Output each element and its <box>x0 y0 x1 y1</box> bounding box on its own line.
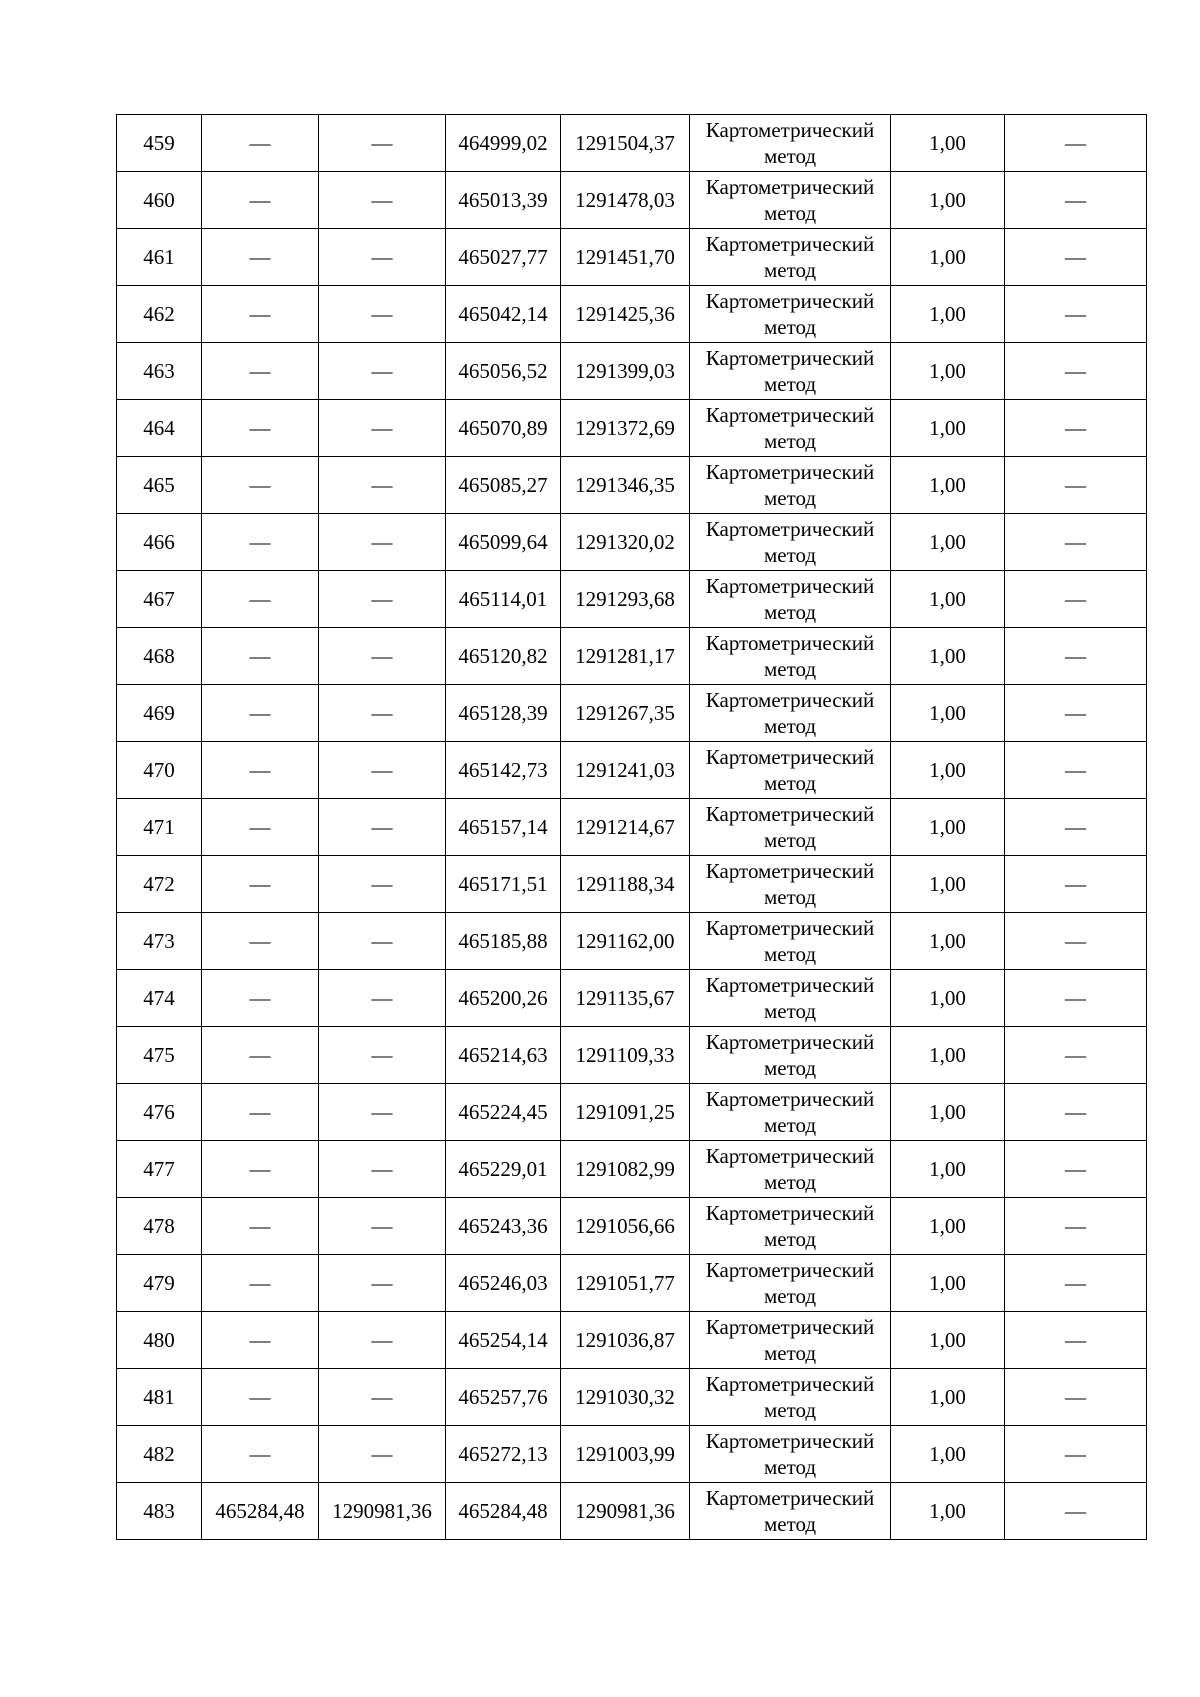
method-line-2: метод <box>763 1512 817 1536</box>
x-old-cell: — <box>202 799 319 856</box>
note-cell: — <box>1005 856 1147 913</box>
table-body <box>117 115 1147 1540</box>
note-cell: — <box>1005 1426 1147 1483</box>
x-old-cell: — <box>202 1141 319 1198</box>
method-line-2: метод <box>763 1056 817 1080</box>
x-new-cell: 465070,89 <box>446 400 561 457</box>
accuracy-cell: 1,00 <box>891 856 1005 913</box>
y-old-cell: — <box>319 400 446 457</box>
method-line-2: метод <box>763 1227 817 1251</box>
table-row <box>117 913 1147 970</box>
y-new-cell: 1291241,03 <box>561 742 690 799</box>
y-new-cell: 1291188,34 <box>561 856 690 913</box>
method-cell <box>690 115 891 172</box>
method-line-1: Картометрический <box>705 517 875 541</box>
note-cell: — <box>1005 457 1147 514</box>
method-line-1: Картометрический <box>705 688 875 712</box>
method-line-1: Картометрический <box>705 1144 875 1168</box>
y-old-cell: — <box>319 1369 446 1426</box>
table-row <box>117 457 1147 514</box>
method-line-2: метод <box>763 1398 817 1422</box>
table-row <box>117 970 1147 1027</box>
y-new-cell: 1291135,67 <box>561 970 690 1027</box>
accuracy-cell: 1,00 <box>891 1084 1005 1141</box>
accuracy-cell: 1,00 <box>891 229 1005 286</box>
method-cell <box>690 1198 891 1255</box>
method-line-2: метод <box>763 543 817 567</box>
y-new-cell: 1291091,25 <box>561 1084 690 1141</box>
method-cell <box>690 1141 891 1198</box>
method-line-2: метод <box>763 1455 817 1479</box>
note-cell: — <box>1005 229 1147 286</box>
method-line-1: Картометрический <box>705 289 875 313</box>
x-new-cell: 465027,77 <box>446 229 561 286</box>
table-row <box>117 172 1147 229</box>
y-new-cell: 1291162,00 <box>561 913 690 970</box>
x-new-cell: 465254,14 <box>446 1312 561 1369</box>
x-old-cell: — <box>202 1255 319 1312</box>
table-row <box>117 229 1147 286</box>
point-number-cell: 478 <box>117 1198 202 1255</box>
y-new-cell: 1291003,99 <box>561 1426 690 1483</box>
accuracy-cell: 1,00 <box>891 571 1005 628</box>
method-cell <box>690 1084 891 1141</box>
method-line-2: метод <box>763 657 817 681</box>
y-new-cell: 1291504,37 <box>561 115 690 172</box>
point-number-cell: 470 <box>117 742 202 799</box>
point-number-cell: 477 <box>117 1141 202 1198</box>
point-number-cell: 482 <box>117 1426 202 1483</box>
table-row <box>117 1141 1147 1198</box>
accuracy-cell: 1,00 <box>891 970 1005 1027</box>
x-new-cell: 465085,27 <box>446 457 561 514</box>
accuracy-cell: 1,00 <box>891 913 1005 970</box>
table-row <box>117 1255 1147 1312</box>
y-old-cell: — <box>319 1198 446 1255</box>
method-cell <box>690 628 891 685</box>
x-old-cell: — <box>202 1312 319 1369</box>
method-cell <box>690 400 891 457</box>
table-row <box>117 685 1147 742</box>
y-old-cell: — <box>319 1141 446 1198</box>
y-new-cell: 1291109,33 <box>561 1027 690 1084</box>
accuracy-cell: 1,00 <box>891 1369 1005 1426</box>
note-cell: — <box>1005 1483 1147 1540</box>
method-line-1: Картометрический <box>705 916 875 940</box>
accuracy-cell: 1,00 <box>891 742 1005 799</box>
method-line-2: метод <box>763 486 817 510</box>
method-cell <box>690 1483 891 1540</box>
x-old-cell: — <box>202 514 319 571</box>
method-line-2: метод <box>763 942 817 966</box>
method-line-1: Картометрический <box>705 1258 875 1282</box>
point-number-cell: 474 <box>117 970 202 1027</box>
x-old-cell: — <box>202 1369 319 1426</box>
method-cell <box>690 571 891 628</box>
method-cell <box>690 970 891 1027</box>
point-number-cell: 463 <box>117 343 202 400</box>
accuracy-cell: 1,00 <box>891 1312 1005 1369</box>
x-new-cell: 465284,48 <box>446 1483 561 1540</box>
table-row <box>117 1426 1147 1483</box>
method-cell <box>690 1255 891 1312</box>
point-number-cell: 473 <box>117 913 202 970</box>
table-row <box>117 286 1147 343</box>
point-number-cell: 481 <box>117 1369 202 1426</box>
x-new-cell: 465243,36 <box>446 1198 561 1255</box>
method-line-1: Картометрический <box>705 1201 875 1225</box>
accuracy-cell: 1,00 <box>891 1426 1005 1483</box>
point-number-cell: 461 <box>117 229 202 286</box>
table-row <box>117 742 1147 799</box>
x-old-cell: — <box>202 856 319 913</box>
note-cell: — <box>1005 1141 1147 1198</box>
note-cell: — <box>1005 286 1147 343</box>
x-new-cell: 465200,26 <box>446 970 561 1027</box>
note-cell: — <box>1005 343 1147 400</box>
y-new-cell: 1291082,99 <box>561 1141 690 1198</box>
method-cell <box>690 1426 891 1483</box>
y-new-cell: 1291214,67 <box>561 799 690 856</box>
point-number-cell: 471 <box>117 799 202 856</box>
table-row <box>117 343 1147 400</box>
point-number-cell: 460 <box>117 172 202 229</box>
method-line-2: метод <box>763 429 817 453</box>
y-new-cell: 1291425,36 <box>561 286 690 343</box>
accuracy-cell: 1,00 <box>891 1027 1005 1084</box>
y-new-cell: 1291320,02 <box>561 514 690 571</box>
x-old-cell: — <box>202 1027 319 1084</box>
table-row <box>117 115 1147 172</box>
point-number-cell: 476 <box>117 1084 202 1141</box>
point-number-cell: 467 <box>117 571 202 628</box>
x-new-cell: 465099,64 <box>446 514 561 571</box>
x-new-cell: 465013,39 <box>446 172 561 229</box>
x-new-cell: 465142,73 <box>446 742 561 799</box>
method-line-2: метод <box>763 771 817 795</box>
note-cell: — <box>1005 1312 1147 1369</box>
method-cell <box>690 799 891 856</box>
accuracy-cell: 1,00 <box>891 1255 1005 1312</box>
x-old-cell: — <box>202 685 319 742</box>
note-cell: — <box>1005 799 1147 856</box>
x-old-cell: — <box>202 457 319 514</box>
x-old-cell: — <box>202 172 319 229</box>
method-line-1: Картометрический <box>705 232 875 256</box>
x-old-cell: — <box>202 628 319 685</box>
point-number-cell: 459 <box>117 115 202 172</box>
y-new-cell: 1291293,68 <box>561 571 690 628</box>
note-cell: — <box>1005 1369 1147 1426</box>
accuracy-cell: 1,00 <box>891 115 1005 172</box>
accuracy-cell: 1,00 <box>891 685 1005 742</box>
y-old-cell: 1290981,36 <box>319 1483 446 1540</box>
y-new-cell: 1291399,03 <box>561 343 690 400</box>
y-old-cell: — <box>319 571 446 628</box>
y-new-cell: 1291372,69 <box>561 400 690 457</box>
y-old-cell: — <box>319 970 446 1027</box>
note-cell: — <box>1005 913 1147 970</box>
method-line-1: Картометрический <box>705 1372 875 1396</box>
table-row <box>117 628 1147 685</box>
y-new-cell: 1291267,35 <box>561 685 690 742</box>
table-row <box>117 514 1147 571</box>
note-cell: — <box>1005 1255 1147 1312</box>
y-new-cell: 1290981,36 <box>561 1483 690 1540</box>
method-line-1: Картометрический <box>705 403 875 427</box>
method-cell <box>690 742 891 799</box>
note-cell: — <box>1005 970 1147 1027</box>
x-old-cell: — <box>202 913 319 970</box>
y-old-cell: — <box>319 514 446 571</box>
note-cell: — <box>1005 400 1147 457</box>
method-line-1: Картометрический <box>705 346 875 370</box>
method-line-2: метод <box>763 828 817 852</box>
y-old-cell: — <box>319 913 446 970</box>
y-old-cell: — <box>319 172 446 229</box>
y-new-cell: 1291281,17 <box>561 628 690 685</box>
note-cell: — <box>1005 172 1147 229</box>
accuracy-cell: 1,00 <box>891 457 1005 514</box>
accuracy-cell: 1,00 <box>891 172 1005 229</box>
accuracy-cell: 1,00 <box>891 1141 1005 1198</box>
x-new-cell: 465171,51 <box>446 856 561 913</box>
x-new-cell: 464999,02 <box>446 115 561 172</box>
accuracy-cell: 1,00 <box>891 799 1005 856</box>
point-number-cell: 475 <box>117 1027 202 1084</box>
method-cell <box>690 286 891 343</box>
x-new-cell: 465042,14 <box>446 286 561 343</box>
accuracy-cell: 1,00 <box>891 1483 1005 1540</box>
y-old-cell: — <box>319 457 446 514</box>
method-line-2: метод <box>763 1170 817 1194</box>
table-row <box>117 799 1147 856</box>
method-line-2: метод <box>763 600 817 624</box>
y-new-cell: 1291451,70 <box>561 229 690 286</box>
note-cell: — <box>1005 571 1147 628</box>
point-number-cell: 465 <box>117 457 202 514</box>
y-new-cell: 1291030,32 <box>561 1369 690 1426</box>
point-number-cell: 480 <box>117 1312 202 1369</box>
x-new-cell: 465185,88 <box>446 913 561 970</box>
x-old-cell: — <box>202 1084 319 1141</box>
y-old-cell: — <box>319 115 446 172</box>
x-old-cell: — <box>202 970 319 1027</box>
accuracy-cell: 1,00 <box>891 514 1005 571</box>
y-old-cell: — <box>319 1426 446 1483</box>
x-old-cell: — <box>202 400 319 457</box>
method-cell <box>690 1312 891 1369</box>
x-old-cell: — <box>202 1198 319 1255</box>
point-number-cell: 462 <box>117 286 202 343</box>
table-row <box>117 571 1147 628</box>
method-line-1: Картометрический <box>705 745 875 769</box>
method-line-1: Картометрический <box>705 1486 875 1510</box>
method-line-1: Картометрический <box>705 1315 875 1339</box>
y-new-cell: 1291478,03 <box>561 172 690 229</box>
y-old-cell: — <box>319 1027 446 1084</box>
method-line-1: Картометрический <box>705 1087 875 1111</box>
y-old-cell: — <box>319 286 446 343</box>
method-line-2: метод <box>763 372 817 396</box>
table-row <box>117 1027 1147 1084</box>
x-old-cell: — <box>202 571 319 628</box>
method-cell <box>690 457 891 514</box>
accuracy-cell: 1,00 <box>891 286 1005 343</box>
method-cell <box>690 856 891 913</box>
accuracy-cell: 1,00 <box>891 400 1005 457</box>
method-line-2: метод <box>763 1284 817 1308</box>
x-old-cell: — <box>202 229 319 286</box>
method-line-2: метод <box>763 315 817 339</box>
x-new-cell: 465157,14 <box>446 799 561 856</box>
method-line-1: Картометрический <box>705 802 875 826</box>
note-cell: — <box>1005 685 1147 742</box>
method-cell <box>690 229 891 286</box>
method-line-1: Картометрический <box>705 1030 875 1054</box>
method-line-2: метод <box>763 1341 817 1365</box>
x-new-cell: 465257,76 <box>446 1369 561 1426</box>
y-old-cell: — <box>319 1312 446 1369</box>
table-row <box>117 1369 1147 1426</box>
method-cell <box>690 1027 891 1084</box>
table-row <box>117 1312 1147 1369</box>
method-line-1: Картометрический <box>705 973 875 997</box>
x-old-cell: — <box>202 742 319 799</box>
method-line-1: Картометрический <box>705 631 875 655</box>
method-cell <box>690 514 891 571</box>
accuracy-cell: 1,00 <box>891 343 1005 400</box>
y-new-cell: 1291346,35 <box>561 457 690 514</box>
y-new-cell: 1291051,77 <box>561 1255 690 1312</box>
point-number-cell: 479 <box>117 1255 202 1312</box>
method-line-2: метод <box>763 201 817 225</box>
method-cell <box>690 1369 891 1426</box>
y-old-cell: — <box>319 685 446 742</box>
note-cell: — <box>1005 115 1147 172</box>
note-cell: — <box>1005 742 1147 799</box>
method-line-1: Картометрический <box>705 1429 875 1453</box>
y-new-cell: 1291056,66 <box>561 1198 690 1255</box>
point-number-cell: 468 <box>117 628 202 685</box>
y-old-cell: — <box>319 1255 446 1312</box>
x-new-cell: 465224,45 <box>446 1084 561 1141</box>
method-line-1: Картометрический <box>705 175 875 199</box>
point-number-cell: 466 <box>117 514 202 571</box>
x-old-cell: — <box>202 343 319 400</box>
y-old-cell: — <box>319 1084 446 1141</box>
method-cell <box>690 685 891 742</box>
method-line-2: метод <box>763 1113 817 1137</box>
x-new-cell: 465246,03 <box>446 1255 561 1312</box>
x-new-cell: 465214,63 <box>446 1027 561 1084</box>
point-number-cell: 469 <box>117 685 202 742</box>
method-line-2: метод <box>763 258 817 282</box>
y-old-cell: — <box>319 856 446 913</box>
accuracy-cell: 1,00 <box>891 1198 1005 1255</box>
method-line-2: метод <box>763 144 817 168</box>
method-line-1: Картометрический <box>705 859 875 883</box>
y-new-cell: 1291036,87 <box>561 1312 690 1369</box>
point-number-cell: 483 <box>117 1483 202 1540</box>
method-line-2: метод <box>763 714 817 738</box>
y-old-cell: — <box>319 742 446 799</box>
x-new-cell: 465128,39 <box>446 685 561 742</box>
x-new-cell: 465229,01 <box>446 1141 561 1198</box>
x-old-cell: 465284,48 <box>202 1483 319 1540</box>
method-cell <box>690 913 891 970</box>
x-old-cell: — <box>202 286 319 343</box>
x-old-cell: — <box>202 1426 319 1483</box>
table-row <box>117 1483 1147 1540</box>
table-row <box>117 1084 1147 1141</box>
note-cell: — <box>1005 628 1147 685</box>
y-old-cell: — <box>319 229 446 286</box>
table-row <box>117 400 1147 457</box>
accuracy-cell: 1,00 <box>891 628 1005 685</box>
table-row <box>117 1198 1147 1255</box>
method-cell <box>690 172 891 229</box>
method-line-1: Картометрический <box>705 460 875 484</box>
method-cell <box>690 343 891 400</box>
table-row <box>117 856 1147 913</box>
note-cell: — <box>1005 1084 1147 1141</box>
method-line-1: Картометрический <box>705 574 875 598</box>
x-new-cell: 465114,01 <box>446 571 561 628</box>
x-new-cell: 465272,13 <box>446 1426 561 1483</box>
note-cell: — <box>1005 514 1147 571</box>
point-number-cell: 472 <box>117 856 202 913</box>
x-old-cell: — <box>202 115 319 172</box>
x-new-cell: 465056,52 <box>446 343 561 400</box>
note-cell: — <box>1005 1198 1147 1255</box>
note-cell: — <box>1005 1027 1147 1084</box>
method-line-2: метод <box>763 885 817 909</box>
y-old-cell: — <box>319 799 446 856</box>
point-number-cell: 464 <box>117 400 202 457</box>
method-line-2: метод <box>763 999 817 1023</box>
y-old-cell: — <box>319 343 446 400</box>
method-line-1: Картометрический <box>705 118 875 142</box>
coordinates-table <box>116 114 1147 1540</box>
y-old-cell: — <box>319 628 446 685</box>
x-new-cell: 465120,82 <box>446 628 561 685</box>
